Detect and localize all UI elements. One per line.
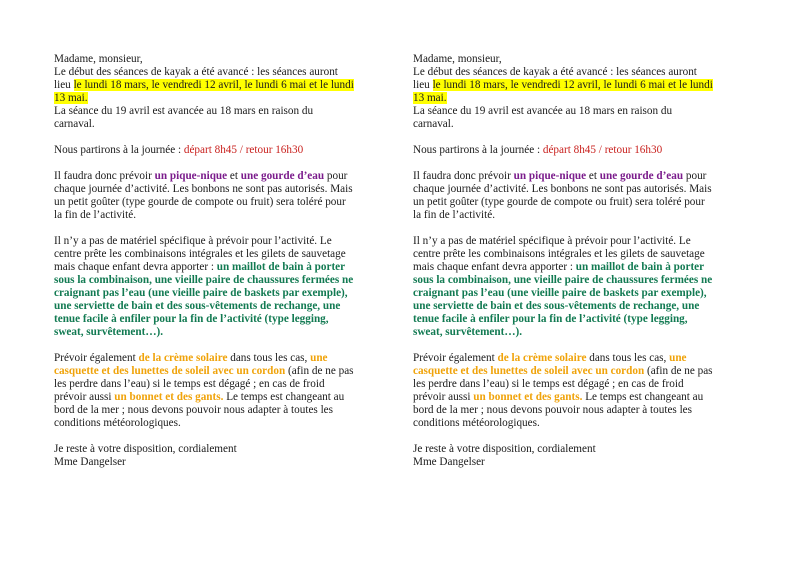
gloves-highlight: un bonnet et des gants. [114, 391, 224, 403]
greeting: Madame, monsieur, [54, 53, 143, 65]
letter-copy-left [54, 53, 354, 469]
food-text-b: et [227, 170, 241, 182]
paragraph-dates [54, 66, 354, 131]
cap-highlight: une casquette et des lunettes de soleil avec un cordon [54, 352, 328, 377]
dates-intro: Le début des séances de kayak a été avancé : les séances auront lieu [54, 66, 338, 91]
schedule-times: départ 8h45 / retour 16h30 [183, 144, 304, 156]
food-text-c: pour chaque journée d’activité. Les bonbons ne sont pas autorisés. Mais un petit goûter (type gourde de compote ou fruit) sera toléré pour la fin de l’activité. [54, 170, 353, 221]
dates-intro: Le début des séances de kayak a été avancé : les séances auront lieu [413, 66, 697, 91]
paragraph-sun-protection [413, 352, 713, 430]
sunscreen-highlight: de la crème solaire [497, 352, 587, 364]
water-bottle-highlight: une gourde d’eau [240, 170, 325, 182]
equipment-items: un maillot de bain à porter sous la combinaison, une vieille paire de chaussures fermées ne craignant pas l’eau (une vieille paire de baskets par exemple), une serviette de bain et des sous-vêtements de rechange, une tenue facile à enfiler pour la fin de l’activité (type legging, sweat, survêtement…). [54, 261, 354, 338]
sunscreen-highlight: de la crème solaire [138, 352, 228, 364]
paragraph-food [413, 170, 713, 222]
sun-text-d: Le temps est changeant au bord de la mer ; nous devons pouvoir nous adapter à toutes les conditions météorologiques. [54, 391, 345, 429]
paragraph-dates [413, 66, 713, 131]
picnic-highlight: un pique-nique [513, 170, 587, 182]
paragraph-sun-protection [54, 352, 354, 430]
sun-text-a: Prévoir également [413, 352, 498, 364]
gloves-highlight: un bonnet et des gants. [473, 391, 583, 403]
cap-highlight: une casquette et des lunettes de soleil avec un cordon [413, 352, 687, 377]
equipment-items: un maillot de bain à porter sous la combinaison, une vieille paire de chaussures fermées ne craignant pas l’eau (une vieille paire de baskets par exemple), une serviette de bain et des sous-vêtements de rechange, une tenue facile à enfiler pour la fin de l’activité (type legging, sweat, survêtement…). [413, 261, 713, 338]
equipment-text: Il n’y a pas de matériel spécifique à prévoir pour l’activité. Le centre prête les combinaisons intégrales et les gilets de sauvetage mais chaque enfant devra apporter : [54, 235, 346, 273]
closing: Je reste à votre disposition, cordialement [54, 443, 237, 455]
schedule-times: départ 8h45 / retour 16h30 [542, 144, 663, 156]
dates-highlight: le lundi 18 mars, le vendredi 12 avril, le lundi 6 mai et le lundi 13 mai. [413, 79, 713, 104]
signature: Mme Dangelser [413, 456, 485, 468]
food-text-b: et [586, 170, 600, 182]
paragraph-schedule [54, 144, 354, 157]
schedule-text: Nous partirons à la journée : [413, 144, 543, 156]
sun-text-a: Prévoir également [54, 352, 139, 364]
food-text-a: Il faudra donc prévoir [54, 170, 155, 182]
equipment-text: Il n’y a pas de matériel spécifique à prévoir pour l’activité. Le centre prête les combinaisons intégrales et les gilets de sauvetage mais chaque enfant devra apporter : [413, 235, 705, 273]
closing: Je reste à votre disposition, cordialement [413, 443, 596, 455]
sun-text-c: (afin de ne pas les perdre dans l’eau) si le temps est dégagé ; en cas de froid prévoir aussi [54, 365, 354, 403]
sun-text-d: Le temps est changeant au bord de la mer ; nous devons pouvoir nous adapter à toutes les conditions météorologiques. [413, 391, 704, 429]
sun-text-b: dans tous les cas, [586, 352, 670, 364]
paragraph-equipment [413, 235, 713, 339]
greeting: Madame, monsieur, [413, 53, 502, 65]
paragraph-equipment [54, 235, 354, 339]
sun-text-c: (afin de ne pas les perdre dans l’eau) si le temps est dégagé ; en cas de froid prévoir aussi [413, 365, 713, 403]
paragraph-food [54, 170, 354, 222]
carnival-note: La séance du 19 avril est avancée au 18 mars en raison du carnaval. [413, 105, 673, 130]
picnic-highlight: un pique-nique [154, 170, 228, 182]
sun-text-b: dans tous les cas, [227, 352, 311, 364]
carnival-note: La séance du 19 avril est avancée au 18 mars en raison du carnaval. [54, 105, 314, 130]
paragraph-schedule [413, 144, 713, 157]
letter-copy-right [413, 53, 713, 469]
signature: Mme Dangelser [54, 456, 126, 468]
water-bottle-highlight: une gourde d’eau [599, 170, 684, 182]
food-text-a: Il faudra donc prévoir [413, 170, 514, 182]
food-text-c: pour chaque journée d’activité. Les bonbons ne sont pas autorisés. Mais un petit goûter (type gourde de compote ou fruit) sera toléré pour la fin de l’activité. [413, 170, 712, 221]
dates-highlight: le lundi 18 mars, le vendredi 12 avril, le lundi 6 mai et le lundi 13 mai. [54, 79, 354, 104]
schedule-text: Nous partirons à la journée : [54, 144, 184, 156]
